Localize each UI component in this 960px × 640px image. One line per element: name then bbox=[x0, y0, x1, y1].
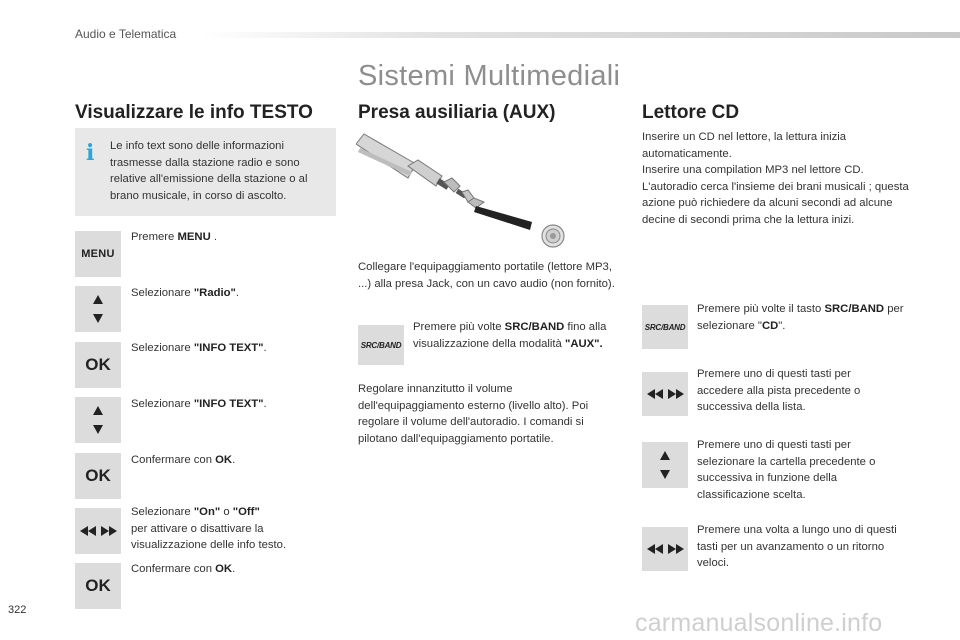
step-4-text: Selezionare "INFO TEXT". bbox=[131, 398, 267, 410]
header-divider bbox=[200, 32, 960, 38]
step-1-text: Premere MENU . bbox=[131, 231, 218, 243]
cd-track-text: Premere uno di questi tasti per accedere alla pista precedente o successiva della lista. bbox=[697, 368, 861, 413]
arrow-up-icon bbox=[93, 406, 103, 415]
page-title: Sistemi Multimediali bbox=[358, 60, 621, 92]
up-down-arrows-key bbox=[75, 286, 121, 332]
menu-key bbox=[75, 231, 121, 277]
rewind-icon bbox=[647, 389, 663, 399]
step-3-text: Selezionare "INFO TEXT". bbox=[131, 342, 267, 354]
right-section-title: Lettore CD bbox=[642, 102, 740, 123]
ok-key: OK bbox=[75, 342, 121, 388]
step-2-text: Selezionare "Radio". bbox=[131, 287, 240, 299]
step-7-text: Confermare con OK. bbox=[131, 563, 236, 575]
step-6-text: Selezionare "On" o "Off" per attivare o disattivare la visualizzazione delle info testo. bbox=[131, 506, 287, 551]
up-down-arrows-key bbox=[75, 397, 121, 443]
src-band-key bbox=[358, 325, 404, 365]
step-5-text: Confermare con OK. bbox=[131, 454, 236, 466]
watermark: carmanualsonline.info bbox=[635, 609, 883, 637]
cd-fast-text: Premere una volta a lungo uno di questi tasti per un avanzamento o un ritorno veloci. bbox=[697, 524, 897, 569]
src-band-key-label: SRC/BAND bbox=[360, 340, 402, 350]
arrow-up-icon bbox=[660, 451, 670, 460]
src-band-key bbox=[642, 305, 688, 349]
ok-key: OK bbox=[75, 453, 121, 499]
cd-intro-text: Inserire un CD nel lettore, la lettura inizia automaticamente. Inserire una compilation MP3 nel lettore CD. L'autoradio cerca l'insieme dei brani musicali ; questa azione può richiedere da alcuni secondi ad alcune decine di secondi prima che la lettura inizi. bbox=[642, 131, 909, 226]
prev-next-key bbox=[642, 527, 688, 571]
aux-src-text: Premere più volte SRC/BAND fino alla visualizzazione della modalità "AUX". bbox=[413, 321, 607, 350]
fast-forward-icon bbox=[668, 544, 684, 554]
menu-key-label: MENU bbox=[81, 248, 115, 260]
arrow-down-icon bbox=[93, 425, 103, 434]
cd-src-text: Premere più volte il tasto SRC/BAND per selezionare "CD". bbox=[697, 303, 904, 332]
prev-next-key bbox=[75, 508, 121, 554]
ok-key: OK bbox=[75, 563, 121, 609]
rewind-icon bbox=[80, 526, 96, 536]
middle-section-title: Presa ausiliaria (AUX) bbox=[358, 102, 556, 123]
section-label: Audio e Telematica bbox=[75, 27, 177, 41]
cd-folder-text: Premere uno di questi tasti per selezionare la cartella precedente o successiva in funzione della classificazione scelta. bbox=[697, 439, 876, 501]
left-section-title: Visualizzare le info TESTO bbox=[75, 102, 313, 123]
info-box-text: Le info text sono delle informazioni trasmesse dalla stazione radio e sono relative all'emissione della stazione o al brano musicale, in corso di ascolto. bbox=[110, 140, 308, 202]
page-number: 322 bbox=[8, 604, 27, 616]
arrow-down-icon bbox=[93, 314, 103, 323]
rewind-icon bbox=[647, 544, 663, 554]
up-down-arrows-key bbox=[642, 442, 688, 488]
prev-next-key bbox=[642, 372, 688, 416]
info-icon: i bbox=[86, 140, 95, 166]
src-band-key-label: SRC/BAND bbox=[644, 322, 686, 332]
fast-forward-icon bbox=[101, 526, 117, 536]
arrow-up-icon bbox=[93, 295, 103, 304]
fast-forward-icon bbox=[668, 389, 684, 399]
aux-volume-text: Regolare innanzitutto il volume dell'equipaggiamento esterno (livello alto). Poi regolare il volume dell'autoradio. I comandi si pilotano dall'equipaggiamento portatile. bbox=[358, 383, 589, 445]
aux-connect-text: Collegare l'equipaggiamento portatile (lettore MP3, ...) alla presa Jack, con un cavo audio (non fornito). bbox=[358, 261, 615, 290]
arrow-down-icon bbox=[660, 470, 670, 479]
jack-plug-illustration bbox=[356, 126, 576, 256]
